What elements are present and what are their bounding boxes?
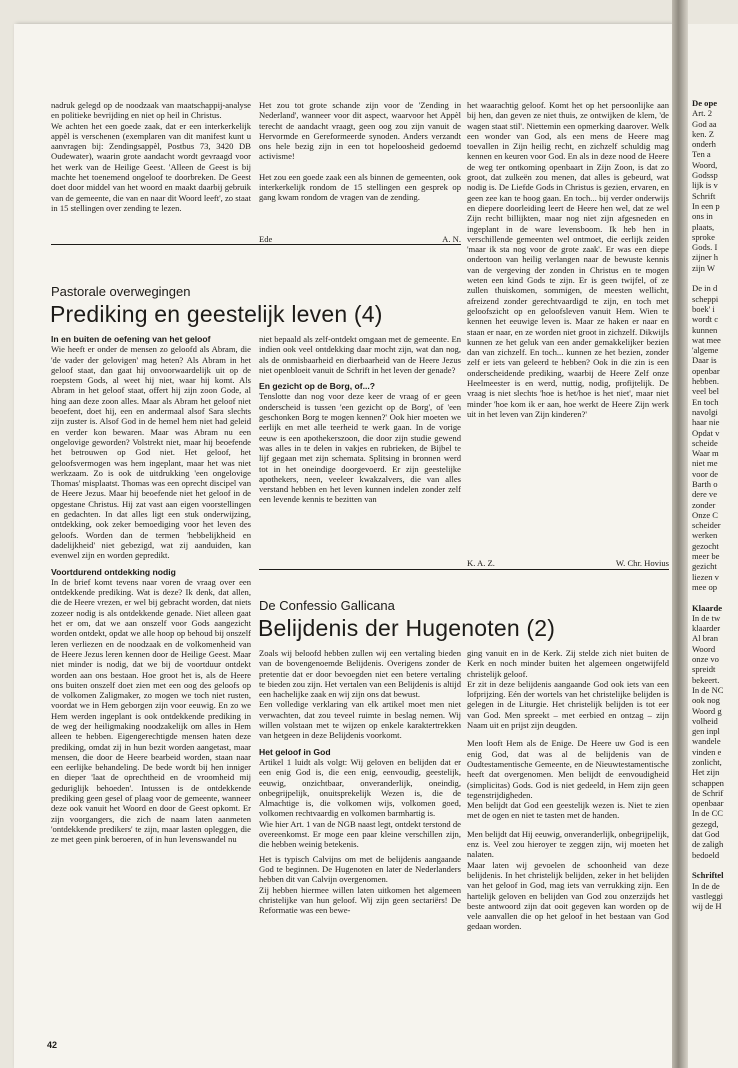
- paragraph: Er zit in deze belijdenis aangaande God ook iets van een lofprijzing. Eén der wortels van het christelijke belijden is gelegen in de Liturgie. Het christelijk belijden is tot eer van God. Men spreekt – met eerbied en ontzag – zijn Naam uit en prijst zijn deugden.: [467, 678, 669, 731]
- next-page-line: niet me: [692, 458, 718, 469]
- subheading: Voortdurend ontdekking nodig: [51, 566, 176, 577]
- next-page-line: schappen: [692, 777, 724, 788]
- article2-column-2: [467, 648, 669, 1034]
- top-middle-column: [259, 100, 461, 203]
- next-page-line: gezegd,: [692, 818, 719, 829]
- next-page-line: En toch: [692, 396, 719, 407]
- next-page-line: ons in: [692, 211, 713, 222]
- next-page-text: [692, 98, 738, 911]
- paragraph: nadruk gelegd op de noodzaak van maatschappij-analyse en politieke bevrijding en niet op heil in Christus.: [51, 100, 251, 121]
- next-page-line: wat mee: [692, 334, 721, 345]
- next-page-line: gen inpl: [692, 726, 720, 737]
- next-page-line: Ten a: [692, 149, 711, 160]
- next-page-line: De in d: [692, 283, 718, 294]
- article1-column-1: [51, 334, 251, 1027]
- next-page-line: veel bel: [692, 386, 719, 397]
- next-page-line: sproke: [692, 231, 715, 242]
- next-page-line: navolgi: [692, 406, 718, 417]
- next-page-line: bedoeld: [692, 849, 720, 860]
- next-page-line: zijn W: [692, 262, 715, 273]
- next-page-line: scheider: [692, 520, 721, 531]
- article2-column-1: [259, 648, 461, 1034]
- next-page-line: Schriftel: [692, 870, 724, 881]
- next-page-line: wandele: [692, 736, 721, 747]
- next-page-line: ken. Z: [692, 128, 714, 139]
- next-page-edge: [688, 24, 738, 1068]
- paragraph: Men looft Hem als de Enige. De Heere uw God is een enig God, dat was al de belijdenis van de Oudtestamentische Gemeente, en de Nieuwtestamentische heeft dat overgenomen. Men belijdt de eenvoudigheid (simplicitas) Gods. God is niet gedeeld, in Hem zijn geen tegenstrijdigheden.: [467, 738, 669, 800]
- paragraph: het waarachtig geloof. Komt het op het persoonlijke aan bij hen, dan geven ze niet thuis, ze ontwijken de klem, 'de wagen staat stil'. Niettemin een opmerking daarover. Welk een wonder van God, als een mens de Heere mag toevallen in Zijn heilig recht, en zichzelf schuldig mag kennen en keuren voor God. En als in deze nood de Heere de weg ter ontkoming openbaart in Zijn Zoon, is dat zo groot, dat zulkeën zou menen, dat alles is gebeurd, wat nodig is. De Liefde Gods in Christus is gezien, ervaren, en geen zee kan te hoog gaan. En toch... bij verder onderwijs en diepere doorleiding leert de Heere hen wel, dat ze wel Zijn recht billijkten, maar nog niet zijn afgesneden en ingeplant in de ware levensboom. Ik heb hen in verschillende gemeenten wel ontmoet, die eerlijk zeiden 'maar ik sta nog voor de grote zaak'. Er was een diepe ondertoon van heilig verlangen naar de bewuste kennis van de vergeving der zonden in Christus en te mogen weten een kind Gods te zijn. Er is geen twijfel, of ze zullen thuiskomen, sommigen, de meesten wellicht, afreizend zonder gerechtvaardigd te zijn, en toch met geloofszicht op en geloofsleven vanuit Hem. Wien te kennen het eeuwige leven is. Maar ze haken er naar en staan er naar, en ze worden niet groot in zichzelf. Dikwijls kunnen ze het geluk van een ander gemakkelijker bezien dan van zichzelf. En toch... kunnen ze het bezien, zonder zelf er iets van geleerd te hebben? Ook in die zin is een onderscheidende prediking, waarbij de Heere Zelf onze Heelmeester is en werd, nuttig, nodig, profijtelijk. De vraag is niet slechts 'hoe is het/hoe is het niet', maar niet minder 'hoe kom ik er aan, hoe werkt de Heere Zijn werk uit in het leven van Zijn kinderen?': [467, 100, 669, 419]
- next-page-line: Opdat v: [692, 427, 720, 438]
- article1-kicker: Pastorale overwegingen: [51, 284, 191, 299]
- next-page-line: scheppi: [692, 293, 719, 304]
- article1-title: Prediking en geestelijk leven (4): [50, 301, 383, 327]
- next-page-line: dat God: [692, 829, 720, 840]
- next-page-line: onderh: [692, 139, 716, 150]
- paragraph: Artikel 1 luidt als volgt: Wij geloven en belijden dat er een enig God is, die een enig, eenvoudig, geestelijk, eeuwig, onzichtbaar, onveranderlijk, oneindig, onbegrijpelijk, onuitsprekelijk Wezen is, die de Almachtige is, die volkomen wijs, volkomen goed, volkomen rechtvaardig en volkomen barmhartig is.: [259, 756, 461, 819]
- paragraph: Het zou tot grote schande zijn voor de 'Zending in Nederland', wanneer voor dit aspect, waarvoor het Appèl terecht de aandacht vraagt, geen oog zou zijn vanuit de Hervormde en Gereformeerde synoden. Anders verzandt ons hele bezig zijn in een tot hopeloosheid gedoemd activisme!: [259, 100, 461, 162]
- next-page-line: kunnen: [692, 324, 718, 335]
- next-page-line: zijner h: [692, 252, 719, 263]
- next-page-line: volheid: [692, 715, 718, 726]
- next-page-line: zonder: [692, 499, 716, 510]
- subheading: Het geloof in God: [259, 746, 331, 757]
- signature: [467, 558, 669, 568]
- next-page-line: In de de: [692, 880, 720, 891]
- next-page-line: de zaligh: [692, 839, 724, 850]
- next-page-line: Barth o: [692, 478, 718, 489]
- next-page-line: De ope: [692, 98, 718, 108]
- next-page-line: hebben.: [692, 376, 719, 387]
- top-left-column: [51, 100, 251, 213]
- next-page-line: haar nie: [692, 417, 720, 428]
- next-page-line: openbaar: [692, 798, 724, 809]
- next-page-line: Al bran: [692, 633, 719, 644]
- next-page-line: plaats,: [692, 221, 715, 232]
- paragraph: Maar laten wij gevoelen de schoonheid van deze belijdenis. In het christelijk belijden, zeker in het belijden van het geloof in God, mag iets van verrukking zijn. Een hartelijk geloven en belijden van God zou onzerzijds het beste antwoord zijn dat ooit gegeven kan worden op de vele aanvallen die op het geloof in het bestaan van God gedaan worden.: [467, 859, 669, 932]
- next-page-line: openbar: [692, 365, 720, 376]
- next-page-line: Onze C: [692, 509, 719, 520]
- divider: [51, 244, 461, 245]
- next-page-line: [692, 860, 738, 870]
- next-page-line: Daar is: [692, 355, 717, 366]
- next-page-line: bekeert.: [692, 674, 720, 685]
- next-page-line: scheide: [692, 437, 718, 448]
- next-page-line: zonlicht,: [692, 757, 722, 767]
- paragraph: Zij hebben hiermee willen laten uitkomen het algemeen christelijke van hun geloof. Wij zijn geen sectariërs! De Reformatie was een bewe-: [259, 884, 461, 916]
- paragraph: Tenslotte dan nog voor deze keer de vraag of er geen onderscheid is tussen 'een gezicht op de Borg', of 'een geschonken Borg te mogen kennen?' Ook hier moeten we eerlijk en met alle teerheid te werk gaan. In de vorige eeuw is een apothekerszoon, die door zijn studie gewend was alles in te delen in vakjes en rubrieken, de Bijbel te lijf gegaan met zijn schemata. Splitsing in bronnen werd tot in het oneindige doorgevoerd. Er zijn geestelijke apothekers, neen, veeleer kwakzalvers, die van alles verstand hebben en het leven kunnen indelen zonder zelf een levende kennis te bezitten van: [259, 391, 461, 505]
- next-page-line: vinden e: [692, 746, 722, 757]
- next-page-line: mee op: [692, 581, 718, 592]
- next-page-line: gezicht: [692, 561, 717, 572]
- next-page-line: voor de: [692, 468, 719, 479]
- next-page-line: In de CC: [692, 808, 724, 819]
- next-page-line: Woord,: [692, 159, 718, 170]
- paragraph: Men belijdt dat Hij eeuwig, onveranderlijk, onbegrijpelijk, enz is. Veel zou hieroyer te zeggen zijn, wij moeten het nalaten.: [467, 828, 669, 860]
- next-page-line: God aa: [692, 118, 717, 129]
- book-gutter: [672, 0, 688, 1068]
- subheading: In en buiten de oefening van het geloof: [51, 334, 211, 344]
- next-page-line: In een p: [692, 200, 720, 211]
- signature: [259, 234, 461, 244]
- next-page-line: onze vo: [692, 654, 719, 665]
- paragraph: Een volledige verklaring van elk artikel moet men niet verwachten, dat zou teveel ruimte in beslag nemen. Wij willen volstaan met te wijzen op enkele karaktertrekken van hetgeen in deze Belijdenis voorkomt.: [259, 699, 461, 741]
- paragraph: Wie hier Art. 1 van de NGB naast legt, ontdekt terstond de overeenkomst. Er moge een paar kleine verschillen zijn, die hebben weinig betekenis.: [259, 818, 461, 850]
- next-page-line: Klaarde: [692, 602, 723, 613]
- paragraph: Zoals wij beloofd hebben zullen wij een vertaling bieden van de bovengenoemde Belijdenis. Overigens zonder de pretentie dat er door bevoegden niet een betere vertaling te bieden zou zijn. Het vertalen van een Belijdenis is altijd een hachelijke zaak en wij zijn ons dat bewust.: [259, 648, 461, 700]
- next-page-line: gezocht: [692, 540, 719, 551]
- next-page-line: Art. 2: [692, 108, 713, 119]
- paragraph: Wie heeft er onder de mensen zo geloofd als Abram, die 'de vader der gelovigen' mag heten? Als Abram in het geloof staat, dan gaat hij onvoorwaardelijk uit op de roepstem Gods, al weet hij niet, waar hij komt. Als Abram in het geloof staat, offert hij zijn zoon Gode, al hing aan deze zoon alles. Maar als Abram het geloof niet beoefent, doet hij, een en andermaal alsof Sara slechts zijn zuster is. Alsof God in de hemel hem niet had geleid en verder kon bewaren. Maar was Abram nu een ongelovige geworden? Volstrekt niet, maar hij beoefende het betrouwen op God niet. Het geloof, het geloofsvermogen was hem ingeplant, maar het was niet werkzaam. Zo is ook de uitdrukking 'een ongelovige Thomas' misplaatst. Thomas was een oprecht discipel van de Heere Jezus. Maar hij beoefende niet het geloof in de opgestane Christus. Hij zat vast aan eigen voorstellingen en gedachten. In dat alles ligt een stuk onderwijzing, ontdekking, ook zeker bemoediging voor het leven des geloofs. Worden dan de termen 'hebbelijkheid en dadelijkheid' niet gebezigd, wat zij aanduiden, kan evenwel zijn en worden gepredikt.: [51, 344, 251, 561]
- next-page-line: de Schrif: [692, 787, 724, 798]
- article1-column-2: [259, 334, 461, 580]
- next-page-line: Woord g: [692, 705, 722, 716]
- next-page-line: werken: [692, 530, 718, 541]
- next-page-line: Waar m: [692, 448, 719, 459]
- paragraph: Men belijdt dat God een geestelijk wezen is. Niet te zien met de ogen en niet te tasten met de handen.: [467, 800, 669, 821]
- page-number: 42: [47, 1040, 58, 1050]
- next-page-line: wordt c: [692, 314, 719, 325]
- next-page-line: vastleggi: [692, 890, 724, 901]
- paragraph: Het zou een goede zaak een als binnen de gemeenten, ook interkerkelijk rondom de 15 stellingen een gesprek op gang kwam rondom de vragen van de zending.: [259, 171, 461, 203]
- paragraph: niet bepaald als zelf-ontdekt omgaan met de gemeente. En indien ook veel ontdekking daar mocht zijn, wat dan nog, als de onmisbaarheid en dierbaarheid van de Heere Jezus niet openbloeit vanuit de Schrift in het leven der genade?: [259, 334, 461, 375]
- next-page-line: meer be: [692, 551, 720, 562]
- next-page-line: boek' i: [692, 303, 715, 314]
- next-page-line: In de NC: [692, 684, 724, 695]
- paragraph: In de brief komt tevens naar voren de vraag over een ontdekkende prediking. Wat is deze? Ik denk, dat allen, die de Heere vrezen, er wel bij gebracht worden, dat niets zozeer nodig is als ontdekkende genade. Niet alleen gaat het er om, dat we aan onszelf voor Gods aangezicht worden ontdekt, opdat we alle hoop op behoud bij onszelf leren verliezen en de noodzaak en de volkomenheid van de Heere Jezus leren kennen door de Heilige Geest. Maar niet minder is nodig, dat we bij de voortduur ontdekt worden aan ons bestaan. Hoe groot het is, als de Heere ons buiten onszelf doet zien met een oog des geloofs op de volkomen Zaligmaker, zo mogen we toch niet rusten, voordat we in Hem geborgen zijn voor eeuwig. En zo we Hem werden ingeplant is ook ontdekkende prediking in de weg der heiligmaking noodzakelijk om alles in Hem alleen te hebben. Eigengerechtigde mensen haten deze prediking, omdat zij in hun bezit worden aangetast, maar mensen, die door de Heere bearbeid worden, staan naar een eerlijke behandeling. De bede wordt bij hen inniger en dieper 'laat de oprechtheid en de vroomheid mij geduriglijk behoeden'. Intussen is de ontdekkende prediking geen gesel of plaag voor de gemeente, wanneer deze ook vanuit het Woord en door de Geest opkomt. Er zijn voorgangers, die zich de naam laten aanmeten 'ontdekkende predikers' te zijn, maar lasten opleggen, die ze met geen pink beroeren, of in hun levenswandel nu: [51, 576, 251, 845]
- next-page-line: [692, 592, 738, 602]
- next-page-line: In de tw: [692, 612, 721, 623]
- next-page-line: Godssp: [692, 170, 718, 181]
- signature-place: Ede: [259, 234, 273, 244]
- next-page-line: wij de H: [692, 901, 722, 912]
- paragraph: We achten het een goede zaak, dat er een interkerkelijk appèl is verschenen (exemplaren van dit manifest kunt u aanvragen bij: Zendingsappèl, Postbus 73, 3420 DB Oudewater), waarin grote aandacht wordt gevraagd voor het werk van de Heilige Geest. 'Alleen de Geest is bij machte het toenemend ongeloof te doorbreken. De Geest doet door middel van het woord en maakt daarbij gebruik van de gemeente, die van en naar dit Woord leeft', zo staat in 15 stellingen over zending te lezen.: [51, 120, 251, 213]
- signature-initials: K. A. Z.: [467, 558, 495, 568]
- next-page-line: Gods. I: [692, 242, 718, 253]
- next-page-line: spreidt: [692, 664, 716, 675]
- next-page-line: klaarder: [692, 623, 721, 634]
- next-page-line: lijk is v: [692, 180, 718, 191]
- article2-title: Belijdenis der Hugenoten (2): [258, 615, 556, 641]
- right-column: [467, 100, 669, 554]
- signature-initials: A. N.: [442, 234, 461, 244]
- next-page-line: Het zijn: [692, 767, 720, 778]
- next-page-line: [692, 273, 738, 283]
- divider: [259, 569, 669, 570]
- magazine-page: [14, 24, 672, 1068]
- subheading: En gezicht op de Borg, of...?: [259, 381, 376, 392]
- paragraph: Het is typisch Calvijns om met de belijdenis aangaande God te beginnen. De Hugenoten en later de Nederlanders hebben dit van Calvijn overgenomen.: [259, 853, 461, 885]
- next-page-line: Woord: [692, 643, 716, 654]
- paragraph: ging vanuit en in de Kerk. Zij stelde zich niet buiten de Kerk en noch minder buiten het algemeen ongetwijfeld christelijk geloof.: [467, 648, 669, 679]
- signature-author: W. Chr. Hovius: [615, 558, 669, 568]
- next-page-line: 'algeme: [692, 345, 719, 356]
- next-page-line: dere ve: [692, 489, 718, 500]
- next-page-line: ook nog: [692, 695, 720, 706]
- next-page-line: Schrift: [692, 190, 716, 201]
- article2-kicker: De Confessio Gallicana: [259, 598, 395, 613]
- next-page-line: liezen v: [692, 571, 719, 582]
